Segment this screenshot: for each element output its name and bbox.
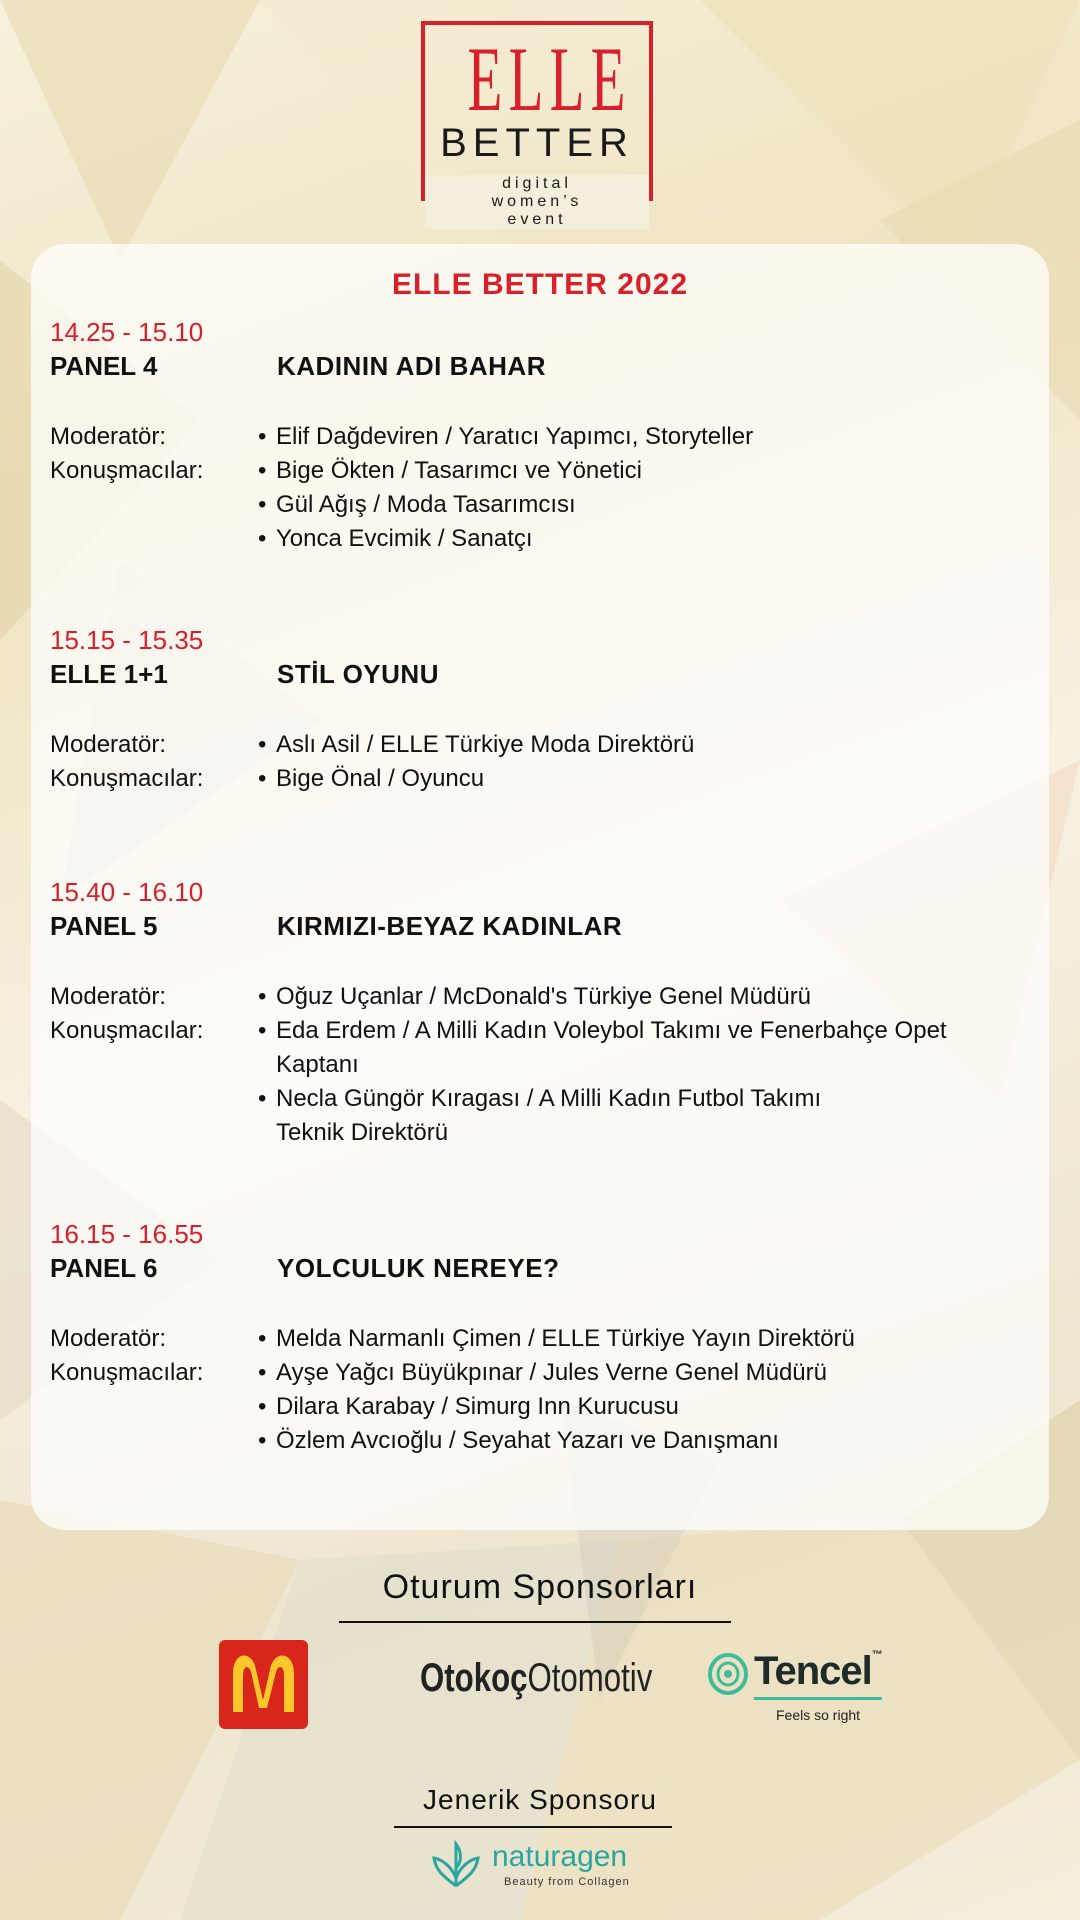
session-time: 14.25 - 15.10 xyxy=(50,317,204,347)
program-title: ELLE BETTER 2022 xyxy=(391,268,689,301)
role-labels xyxy=(50,1322,203,1390)
tencel-leaf-icon xyxy=(706,1651,750,1697)
logo-sub-line-1: digital xyxy=(502,175,572,192)
logo-subtitle xyxy=(425,175,649,229)
mcdonalds-logo xyxy=(219,1640,308,1729)
tencel-tagline: Feels so right xyxy=(776,1707,861,1723)
speaker-item: • Dilara Karabay / Simurg Inn Kurucusu xyxy=(258,1390,998,1424)
elle-better-logo xyxy=(421,21,653,228)
session-time: 15.15 - 15.35 xyxy=(50,625,204,655)
role-labels xyxy=(50,728,203,796)
heading-underline xyxy=(339,1621,731,1623)
speaker-item: • Elif Dağdeviren / Yaratıcı Yapımcı, Storyteller xyxy=(258,420,998,454)
naturagen-leaf-icon xyxy=(428,1838,484,1890)
session-time: 15.40 - 16.10 xyxy=(50,877,204,907)
speakers-label: Konuşmacılar: xyxy=(50,1359,204,1386)
session-label: ELLE 1+1 xyxy=(50,659,168,689)
generic-heading-underline xyxy=(394,1826,672,1828)
speakers-label: Konuşmacılar: xyxy=(50,765,204,792)
speaker-item: • Eda Erdem / A Milli Kadın Voleybol Takımı ve Fenerbahçe Opet Kaptanı xyxy=(258,1014,958,1082)
tencel-wordmark xyxy=(754,1649,882,1694)
speaker-item: • Yonca Evcimik / Sanatçı xyxy=(258,522,998,556)
golden-arches-icon xyxy=(219,1640,308,1729)
speaker-item: • Ayşe Yağcı Büyükpınar / Jules Verne Genel Müdürü xyxy=(258,1356,998,1390)
speaker-item: • Melda Narmanlı Çimen / ELLE Türkiye Yayın Direktörü xyxy=(258,1322,998,1356)
speakers-label: Konuşmacılar: xyxy=(50,457,204,484)
speaker-list xyxy=(258,420,998,556)
session-title: KIRMIZI-BEYAZ KADINLAR xyxy=(277,911,623,941)
logo-sub-line-2: women’s xyxy=(491,193,583,210)
tencel-underline xyxy=(754,1697,882,1700)
role-labels xyxy=(50,980,203,1048)
session-title: STİL OYUNU xyxy=(277,659,439,689)
naturagen-wordmark: naturagen xyxy=(492,1840,628,1873)
session-title: KADININ ADI BAHAR xyxy=(277,351,546,381)
speaker-item: • Necla Güngör Kıragası / A Milli Kadın Futbol Takımı Teknik Direktörü xyxy=(258,1082,958,1150)
session-title: YOLCULUK NEREYE? xyxy=(277,1253,560,1283)
session-time: 16.15 - 16.55 xyxy=(50,1219,204,1249)
naturagen-logo xyxy=(428,1838,648,1890)
speaker-item: • Özlem Avcıoğlu / Seyahat Yazarı ve Danışmanı xyxy=(258,1424,998,1458)
session-label: PANEL 4 xyxy=(50,351,158,381)
speaker-list xyxy=(258,980,958,1150)
moderator-label: Moderatör: xyxy=(50,731,167,758)
speaker-list xyxy=(258,1322,998,1458)
speaker-item: • Oğuz Uçanlar / McDonald's Türkiye Genel Müdürü xyxy=(258,980,958,1014)
speaker-item: • Aslı Asil / ELLE Türkiye Moda Direktörü xyxy=(258,728,998,762)
session-elle-1-1 xyxy=(50,624,1010,792)
otokoc-wordmark-light: Otomotiv xyxy=(527,1656,653,1700)
speaker-item: • Gül Ağış / Moda Tasarımcısı xyxy=(258,488,998,522)
speaker-list xyxy=(258,728,998,796)
session-panel-5 xyxy=(50,876,1010,1146)
speaker-item: • Bige Önal / Oyuncu xyxy=(258,762,998,796)
role-labels xyxy=(50,420,203,488)
generic-sponsor-heading: Jenerik Sponsoru xyxy=(423,1784,657,1815)
session-label: PANEL 6 xyxy=(50,1253,158,1283)
otokoc-otomotiv-logo xyxy=(420,1656,652,1701)
tencel-trademark: ™ xyxy=(871,1649,882,1661)
speaker-item: • Bige Ökten / Tasarımcı ve Yönetici xyxy=(258,454,998,488)
tencel-logo xyxy=(706,1649,886,1729)
session-panel-6 xyxy=(50,1218,1010,1454)
moderator-label: Moderatör: xyxy=(50,983,167,1010)
otokoc-wordmark-bold: Otokoç xyxy=(420,1656,528,1700)
logo-sub-line-3: event xyxy=(507,211,567,228)
session-panel-4 xyxy=(50,316,1010,552)
speakers-label: Konuşmacılar: xyxy=(50,1017,204,1044)
session-sponsors-heading: Oturum Sponsorları xyxy=(382,1568,698,1606)
naturagen-tagline: Beauty from Collagen xyxy=(504,1876,630,1888)
session-label: PANEL 5 xyxy=(50,911,158,941)
moderator-label: Moderatör: xyxy=(50,1325,167,1352)
logo-elle-wordmark: ELLE xyxy=(467,28,632,130)
tencel-word: Tencel xyxy=(754,1649,872,1693)
logo-better-wordmark: BETTER xyxy=(440,121,634,165)
moderator-label: Moderatör: xyxy=(50,423,167,450)
